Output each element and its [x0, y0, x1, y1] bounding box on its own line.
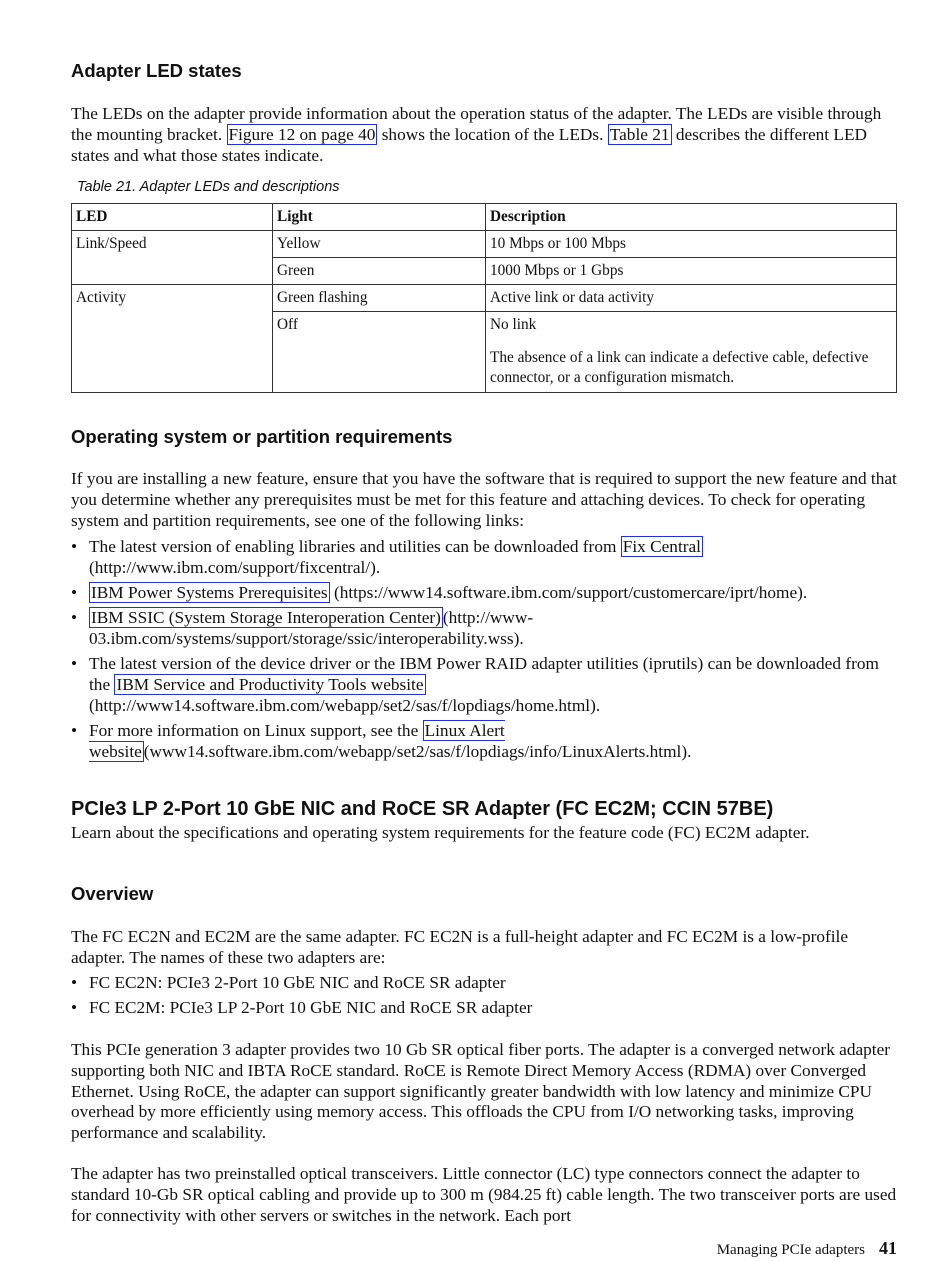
page-number: 41 [879, 1238, 897, 1258]
overview-heading: Overview [71, 883, 154, 904]
table-caption: Table 21. Adapter LEDs and descriptions [77, 179, 340, 195]
description-cell: 1000 Mbps or 1 Gbps [486, 258, 897, 285]
adapter-name-list [71, 973, 897, 1024]
ssic-link[interactable]: IBM SSIC (System Storage Interoperation Center) [91, 608, 441, 628]
led-intro-paragraph: The LEDs on the adapter provide information about the operation status of the adapter. The LEDs are visible through the mounting bracket. Figure 12 on page 40 shows the location of the LEDs. Table 21 describes the different LED states and what those states indicate. [71, 104, 882, 165]
page-footer [717, 1238, 897, 1261]
list-item: • For more information on Linux support, see the Linux Alert website (www14.software.ibm.com/webapp/set2/sas/f/lopdiags/info/LinuxAlerts.html). [71, 721, 897, 763]
led-cell: Activity [72, 285, 273, 393]
adapter-heading: PCIe3 LP 2-Port 10 GbE NIC and RoCE SR Adapter (FC EC2M; CCIN 57BE) [71, 798, 774, 820]
description-note: The absence of a link can indicate a defective cable, defective connector, or a configuration mismatch. [490, 349, 869, 386]
footer-section-title: Managing PCIe adapters [716, 1242, 865, 1258]
os-link-list [71, 537, 897, 767]
table-row [72, 285, 897, 312]
section-heading-led-states: Adapter LED states [71, 60, 242, 81]
light-cell: Green flashing [273, 285, 486, 312]
list-item: • FC EC2M: PCIe3 LP 2-Port 10 GbE NIC and RoCE SR adapter [71, 998, 897, 1019]
description-cell: Active link or data activity [486, 285, 897, 312]
list-item: • IBM Power Systems Prerequisites (https://www14.software.ibm.com/support/customercare/iprt/home). [71, 583, 897, 604]
header-description: Description [486, 204, 897, 231]
overview-paragraph-1: The FC EC2N and EC2M are the same adapter. FC EC2N is a full-height adapter and FC EC2M is a low-profile adapter. The names of these two adapters are: [71, 927, 849, 967]
light-cell: Off [273, 312, 486, 393]
led-cell: Link/Speed [72, 231, 273, 285]
overview-paragraph-2: This PCIe generation 3 adapter provides two 10 Gb SR optical fiber ports. The adapter is a converged network adapter supporting both NIC and IBTA RoCE standard. RoCE is Remote Direct Memory Access (RDMA) over Converged Ethernet. Using RoCE, the adapter can support significantly greater bandwidth with low latency and minimize CPU overhead by more efficiently using memory access. This offloads the CPU from I/O networking tasks, improving performance and scalability. [71, 1040, 891, 1143]
prerequisites-link[interactable]: IBM Power Systems Prerequisites [91, 583, 328, 603]
linux-alert-link[interactable]: Linux Alert website [89, 721, 505, 762]
adapter-intro-paragraph: Learn about the specifications and operating system requirements for the feature code (FC) EC2M adapter. [71, 823, 810, 842]
header-led: LED [72, 204, 273, 231]
list-item: • IBM SSIC (System Storage Interoperation Center) (http://www-03.ibm.com/systems/support/storage/ssic/interoperability.wss). [71, 608, 897, 650]
description-cell [486, 312, 897, 393]
section-heading-os-requirements: Operating system or partition requirements [71, 426, 453, 447]
led-table [71, 203, 897, 393]
table-row [72, 231, 897, 258]
header-light: Light [273, 204, 486, 231]
light-cell: Yellow [273, 231, 486, 258]
table-link[interactable]: Table 21 [609, 124, 670, 144]
description-cell: 10 Mbps or 100 Mbps [486, 231, 897, 258]
os-intro-paragraph: If you are installing a new feature, ensure that you have the software that is required to support the new feature and that you determine whether any prerequisites must be met for this feature and attaching devices. To check for operating system and partition requirements, see one of the following links: [71, 469, 897, 530]
list-item: • The latest version of the device driver or the IBM Power RAID adapter utilities (iprutils) can be downloaded from the IBM Service and Productivity Tools website (http://www14.software.ibm.com/webapp/set2/sas/f/lopdiags/home.html). [71, 654, 897, 716]
table-header-row [72, 204, 897, 231]
figure-link[interactable]: Figure 12 on page 40 [228, 124, 376, 144]
fix-central-link[interactable]: Fix Central [622, 537, 701, 556]
service-tools-link[interactable]: IBM Service and Productivity Tools website [116, 675, 424, 695]
overview-paragraph-3: The adapter has two preinstalled optical transceivers. Little connector (LC) type connectors connect the adapter to standard 10-Gb SR optical cabling and provide up to 300 m (984.25 ft) cable length. The two transceiver ports are used for connectivity with other servers or switches in the network. Each port [71, 1164, 897, 1225]
description-text: No link [490, 316, 537, 333]
list-item: • The latest version of enabling libraries and utilities can be downloaded from Fix Central (http://www.ibm.com/support/fixcentral/). [71, 537, 897, 579]
list-item: • FC EC2N: PCIe3 2-Port 10 GbE NIC and RoCE SR adapter [71, 973, 897, 994]
light-cell: Green [273, 258, 486, 285]
